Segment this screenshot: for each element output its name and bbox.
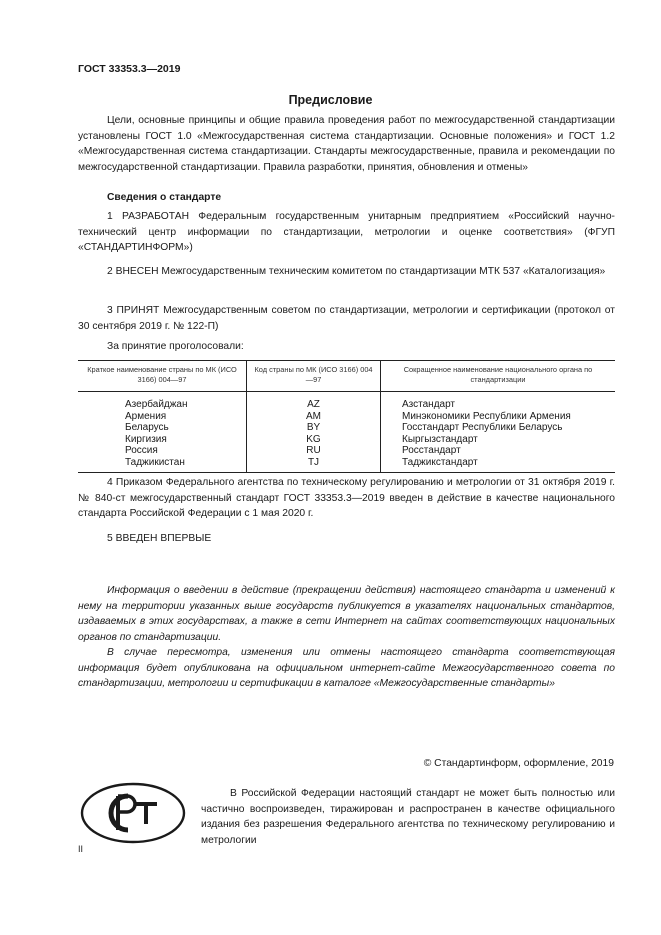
intro-paragraph: Цели, основные принципы и общие правила проведения работ по межгосударственной стандартизации установлены ГОСТ 1.0 «Межгосударственная система стандартизации. Основные положения» и ГОСТ 1.2 «Межгосударственная система стандартизации. Стандарты межгосударственные, правила и рекомендации по межгосударственной стандартизации. Правила разработки, принятия, обновления и отмены» [78, 115, 615, 173]
item-1-developed: 1 РАЗРАБОТАН Федеральным государственным унитарным предприятием «Российский научно-технический центр информации по стандартизации, метрологии и оценке соответствия» (ФГУП «СТАНДАРТИНФОРМ») [78, 211, 615, 253]
table-row [78, 457, 615, 472]
item-4-enacted: 4 Приказом Федерального агентства по техническому регулированию и метрологии от 31 октября 2019 г. № 840-ст межгосударственный стандарт ГОСТ 33353.3—2019 введен в действие в качестве национального стандарта Российской Федерации с 1 мая 2020 г. [78, 477, 615, 519]
section-subtitle: Сведения о стандарте [107, 192, 222, 203]
table-header-row [78, 361, 615, 392]
document-number: ГОСТ 33353.3—2019 [78, 63, 181, 75]
body-cell: Кыргызстандарт [402, 433, 478, 445]
item-5-introduced: 5 ВВЕДЕН ВПЕРВЫЕ [107, 533, 212, 544]
page-title: Предисловие [288, 93, 373, 107]
code-cell: TJ [247, 457, 381, 472]
pct-certification-icon [80, 782, 186, 844]
copyright-restriction: В Российской Федерации настоящий стандарт не может быть полностью или частично воспроизведен, тиражирован и распространен в качестве официального издания без разрешения Федерального агентства по техническому регулированию и метрологии [201, 788, 615, 846]
page-number: II [78, 844, 84, 854]
copyright-notice: © Стандартинформ, оформление, 2019 [423, 758, 614, 769]
code-cell: AZ [247, 392, 381, 411]
voting-table [78, 360, 615, 473]
table-row [78, 392, 615, 411]
country-cell: Азербайджан [125, 399, 188, 410]
info-paragraph-1: Информация о введении в действие (прекращении действия) настоящего стандарта и изменений к нему на территории указанных выше государств публикуется в указателях национальных стандартов, издаваемых в этих государствах, а также в сети Интернет на сайтах соответствующих национальных органов по стандартизации. [78, 585, 615, 643]
body-cell: Росстандарт [402, 445, 461, 457]
body-cell: Госстандарт Республики Беларусь [402, 422, 563, 434]
code-cell: AM [247, 411, 381, 423]
country-cell: Киргизия [125, 433, 167, 445]
voted-label: За принятие проголосовали: [107, 341, 244, 352]
header-country: Краткое наименование страны по МК (ИСО 3166) 004—97 [78, 361, 247, 392]
item-2-submitted: 2 ВНЕСЕН Межгосударственным техническим комитетом по стандартизации МТК 537 «Каталогизация» [107, 266, 606, 277]
table-row [78, 411, 615, 423]
country-cell: Россия [125, 445, 158, 457]
body-cell: Минэкономики Республики Армения [402, 410, 571, 422]
table-row [78, 434, 615, 446]
country-cell: Беларусь [125, 422, 169, 434]
info-paragraph-2: В случае пересмотра, изменения или отмены настоящего стандарта соответствующая информация будет опубликована на официальном интернет-сайте Межгосударственного совета по стандартизации, метрологии и сертификации в каталоге «Межгосударственные стандарты» [78, 647, 615, 689]
code-cell: RU [247, 445, 381, 457]
header-code: Код страны по МК (ИСО 3166) 004—97 [247, 361, 381, 392]
table-row [78, 445, 615, 457]
body-cell: Азстандарт [402, 399, 456, 410]
country-cell: Таджикистан [78, 457, 247, 472]
header-body: Сокращенное наименование национального органа по стандартизации [381, 361, 616, 392]
body-cell: Таджикстандарт [381, 457, 616, 472]
gost-r-logo [80, 782, 186, 844]
item-3-adopted: 3 ПРИНЯТ Межгосударственным советом по стандартизации, метрологии и сертификации (протокол от 30 сентября 2019 г. № 122-П) [78, 305, 615, 332]
code-cell: KG [247, 434, 381, 446]
table-row [78, 422, 615, 434]
country-cell: Армения [125, 410, 167, 422]
code-cell: BY [247, 422, 381, 434]
